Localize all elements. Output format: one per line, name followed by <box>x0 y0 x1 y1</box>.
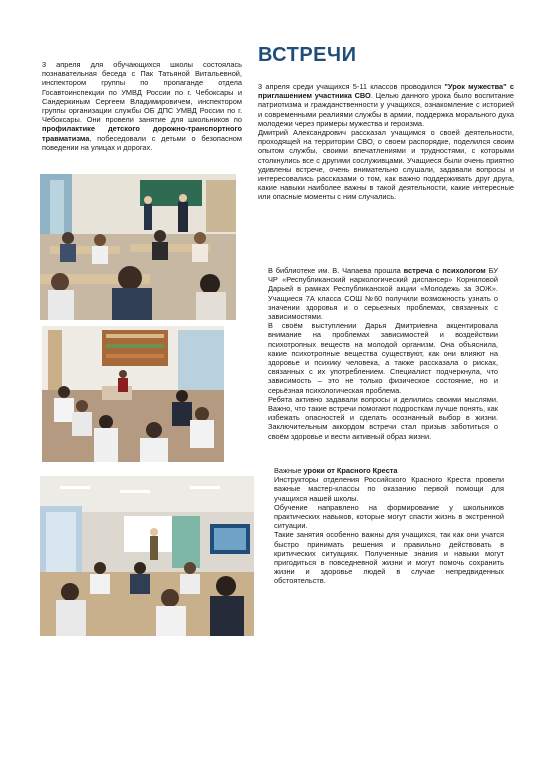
courage-lesson-topic: "Урок мужества" с приглашением участника СВО <box>258 82 515 101</box>
courage-lesson-goal: . Целью данного урока было воспитание патриотизма и гражданственности у учащихся, ознакомление с историей и современными реалиями службы в армии, поддержка морального духа молодежи через примеры мужества и героизма. <box>258 91 514 128</box>
red-cross-importance: Такие занятия особенно важны для учащихся, так как они учатся быстро принимать решения и правильно действовать в критических ситуациях. Полученные знания и навыки могут пригодиться в повседневной жизни и могут помочь сохранить жизни и здоровье людей в случае непредвиденных обстоятельств. <box>274 530 504 586</box>
psychologist-meeting-summary: БУ ЧР «Республиканский наркологический диспансер» Корниловой Дарьей в рамках Республиканской акции «Молодежь за ЗОЖ». Учащиеся 7А класса СОШ №60 получили возможность узнать о значении здоровья и о серьезных проблемах, связанных с зависимостями. <box>268 266 499 322</box>
traffic-safety-topic: профилактике детского дорожно-транспортного травматизма <box>42 124 242 143</box>
courage-lesson-text <box>258 82 514 202</box>
red-cross-heading-topic: уроки от Красного Креста <box>303 466 398 475</box>
psychologist-meeting-conclusion: Ребята активно задавали вопросы и делились своими мыслями. Важно, что такие встречи помогают подросткам лучше понять, как избежать опасностей и сделать осознанный выбор в жизни. Заключительным аккордом встречи стал призыв заботиться о своём здоровье и вести активный образ жизни. <box>268 394 498 441</box>
courage-lesson-intro: 3 апреля среди учащихся 5-11 классов проводился <box>258 82 445 91</box>
traffic-safety-outro: , побеседовали с детьми о безопасном поведении на улицах и дорогах. <box>42 133 242 152</box>
red-cross-intro: Инструкторы отделения Российского Красного Креста провели важные мастер-классы по оказанию первой помощи для учащихся нашей школы. <box>274 475 504 503</box>
psychologist-meeting-topic: встреча с психологом <box>403 266 486 275</box>
photo-first-aid-class <box>40 476 254 636</box>
red-cross-heading-prefix: Важные <box>274 466 304 475</box>
psychologist-meeting-text <box>268 266 498 441</box>
photo-library-meeting <box>42 326 224 462</box>
psychologist-meeting-intro: В библиотеке им. В. Чапаева прошла <box>268 266 404 275</box>
photo-classroom-inspectors <box>40 174 236 320</box>
page-title: ВСТРЕЧИ <box>258 44 357 66</box>
traffic-safety-intro: 3 апреля для обучающихся школы состоялась познавательная беседа с Пак Татьяной Витальевной, инспектором группы по пропаганде отдела Госавтоинспекции по УМВД России по г. Чебоксары и Сандеркиным Сергеем Владимировичем, инспектором группы организации службы ОБ ДПС УМВД России по г. Чебоксары. Они провели занятие для школьников по <box>42 60 242 125</box>
red-cross-text <box>274 466 504 586</box>
red-cross-goal: Обучение направлено на формирование у школьников практических навыков, которые могут спасти жизнь в экстренной ситуации. <box>274 502 504 531</box>
psychologist-meeting-details: В своём выступлении Дарья Дмитриевна акцентировала внимание на проблемах зависимостей и воздействии психотропных веществ на молодой организм. Она объяснила, какие психотропные вещества существуют, как они влияют на здоровье и психику человека, а также рассказала о рисках, связанных с их употреблением. Специалист подчеркнула, что зависимость – это не только физическое состояние, но и серьёзная психологическая проблема. <box>268 321 498 395</box>
courage-lesson-details: Дмитрий Александрович рассказал учащимся о своей деятельности, проходящей на территории СВО, о своем распорядке, поделился своим опытом службы, своими впечатлениями и трудностями, с которыми столкнулись все с другими сослуживцами. Учащиеся были очень приятно удивлены встрече, очень внимательно слушали, задавали вопросы и интересовались рассказами о том, как важно поддерживать друг друга, какие навыки наиболее важны в такой деятельности, какие интересные или опасные моменты с ним случались. <box>258 128 514 202</box>
traffic-safety-text <box>42 60 242 152</box>
